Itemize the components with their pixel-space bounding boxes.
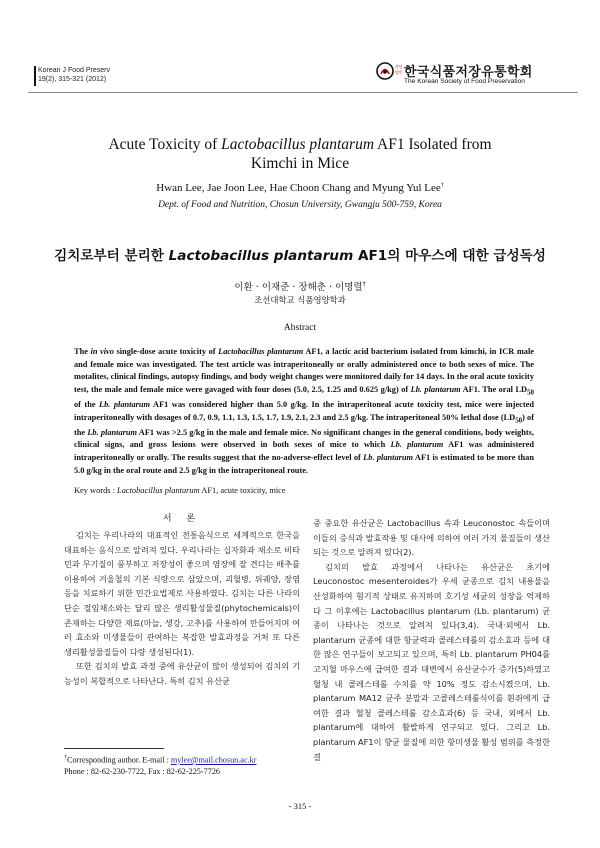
paper-affiliation-korean: 조선대학교 식품영양학과	[254, 295, 346, 305]
page-number: - 315 -	[288, 801, 312, 811]
keywords-separator: :	[110, 486, 118, 495]
paper-title-korean	[40, 244, 560, 264]
journal-volume: 19(2), 315-321 (2012)	[38, 76, 107, 83]
author-list-korean: 이환 · 이재준 · 장해춘 · 이명렬	[234, 282, 363, 293]
header-rule	[28, 92, 578, 93]
section-heading-introduction: 서 론	[162, 514, 202, 524]
paper-title	[40, 135, 560, 173]
abstract-body: The in vivo single-dose acute toxicity of Lactobacillus plantarum AF1, a lactic acid bacterium isolated from kimchi, in ICR male and female mice was investigated. The test article was intraperitoneally or orally administered once to both sexes of mice. The motalites, clinical findings, autopsy findings, and body weight changes were monitored daily for 14 days. In the oral acute toxicity test, the male and female mice were gavaged with four doses (5.0, 2.5, 1.25 and 0.625 g/kg) of Lb. plantarum AF1. The oral $LD_{50}$ of the Lb. plantarum AF1 was considered higher than 5.0 g/kg. In the intraperitoneal acute toxicity test, mice were injected intraperitoneally with dosages of 0.7, 0.9, 1.1, 1.3, 1.5, 1.7, 1.9, 2.1, 2.3 and 2.5 g/kg. The intraperitoneal 50% lethal dose $(LD_{50})$ of the Lb. plantarum AF1 was >2.5 g/kg in the male and female mice. No significant changes in the general conditions, body weights, clinical signs, and gross lesions were observed in both sexes of mice to which Lb. plantarum AF1 was administered intraperitoneally or orally. The results suggest that the no-adverse-effect level of Lb. plantarum AF1 is estimated to be more than 5.0 g/kg in the oral route and 2.5 g/kg in the intraperitoneal route.	[74, 347, 535, 475]
title-suffix: AF1 Isolated from	[374, 136, 492, 153]
paper-affiliation: Dept. of Food and Nutrition, Chosun University, Gwangju 500-759, Korea	[158, 200, 442, 210]
keywords	[74, 486, 534, 495]
paper-authors-korean	[40, 279, 560, 293]
society-name-korean: 한국식품저장유통학회	[404, 65, 533, 80]
keywords-species: Lactobacillus plantarum	[117, 486, 200, 495]
body-paragraph: 또한 김치의 발효 과정 중에 유산균이 많이 생성되어 김치의 기능성이 복합적으로 나타난다. 특히 김치 유산균	[64, 661, 300, 686]
abstract-heading: Abstract	[283, 323, 317, 333]
title-line2: Kimchi in Mice	[250, 155, 350, 172]
society-logo-icon	[376, 62, 394, 80]
keywords-label: Key words	[74, 486, 111, 495]
body-paragraph: 김치는 우리나라의 대표적인 전통음식으로 세계적으로 한국을 대표하는 음식으로 알려져 있다. 우리나라는 십자화과 채소로 비타민과 무기질이 풍부하고 저장성이 좋으며 염장에 잘 견디는 배추를 이용하여 겨울철의 기본 식량으로 삼았으며, 괴혈병, 위궤양, 장염 등을 치료하기 위한 민간요법제로 사용하였다. 김치는 다른 나라의 단순 절임채소와는 달리 많은 생리활성물질(phytochemicals)이 존재하는 다양한 재료(마늘, 생강, 고추)를 사용하여 만들어지며 여러 효소와 미생물들이 관여하는 복잡한 발효과정을 거쳐 또 다른 생리활성물질들이 다량 생성된다(1).	[64, 530, 300, 657]
email-link[interactable]: mylee@mail.chosun.ac.kr	[170, 755, 257, 765]
footnote-phone: Phone : 82-62-230-7722, Fax : 82-62-225-7726	[64, 766, 221, 776]
title-prefix: Acute Toxicity of	[108, 136, 222, 153]
corresponding-mark-korean: †	[362, 280, 366, 288]
body-paragraph: 중 중요한 유산균은 Lactobacillus 속과 Leuconostoc 속들이며 이들의 증식과 발효작용 및 대사에 의하여 여러 가지 물질들이 생산되는 것으로 알려져 있다(2).	[313, 518, 550, 558]
journal-citation	[38, 66, 110, 84]
keywords-rest: AF1, acute toxicity, mice	[199, 486, 286, 495]
title-ko-prefix: 김치로부터 분리한	[54, 248, 169, 264]
body-paragraph: 김치의 발효 과정에서 나타나는 유산균은 초기에 Leuconostoc mesenteroides가 우세 균종으로 김치 내용물을 산성화하여 혐기적 상태로 유지하며 호기성 세균의 성장을 억제하다 그 이후에는 Lactobacillus plantarum (Lb. plantarum) 균종이 나타나는 것으로 알려져 있다(3,4). 국내·외에서 Lb. plantarum 균종에 대한 항균력과 콜레스테롤의 감소효과 등에 대한 많은 연구들이 보고되고 있으며, 특히 Lb. plantarum PH04를 고지혈 마우스에 급여한 결과 대변에서 유산균수가 증가(5)하였고 혈청 내 콜레스테롤 수치를 약 10% 정도 감소시켰으며, Lb. plantarum MA12 균주 분말과 고콜레스테롤식이를 흰쥐에게 급여한 결과 혈청 콜레스테롤 감소효과(6) 등 국내, 외에서 Lb. plantarum에 대하여 활발하게 연구되고 있다. 그리고 Lb. plantarum AF1이 향균 물질에 의한 항미생물 활성 범위를 측정한 결	[313, 561, 550, 762]
society-name-english: The Korean Society of Food Preservation	[404, 78, 525, 85]
footnote-corresponding: Corresponding author. E-mail :	[67, 755, 171, 765]
paper-authors	[40, 182, 560, 194]
footnote-mark: †	[64, 755, 67, 761]
author-list: Hwan Lee, Jae Joon Lee, Hae Choon Chang and Myung Yul Lee	[156, 182, 441, 194]
society-label-small: 사단법인	[395, 64, 403, 75]
journal-name: Korean J Food Preserv	[38, 67, 110, 74]
title-ko-suffix: AF1의 마우스에 대한 급성독성	[353, 248, 546, 264]
journal-citation-bar	[34, 66, 36, 86]
body-column-right	[313, 516, 550, 764]
footnote-rule	[64, 748, 164, 749]
body-column-left	[64, 528, 300, 689]
title-species: Lactobacillus plantarum	[221, 136, 375, 153]
corresponding-mark: †	[440, 182, 444, 189]
title-ko-species: Lactobacillus plantarum	[168, 248, 354, 264]
footnote	[64, 753, 304, 777]
